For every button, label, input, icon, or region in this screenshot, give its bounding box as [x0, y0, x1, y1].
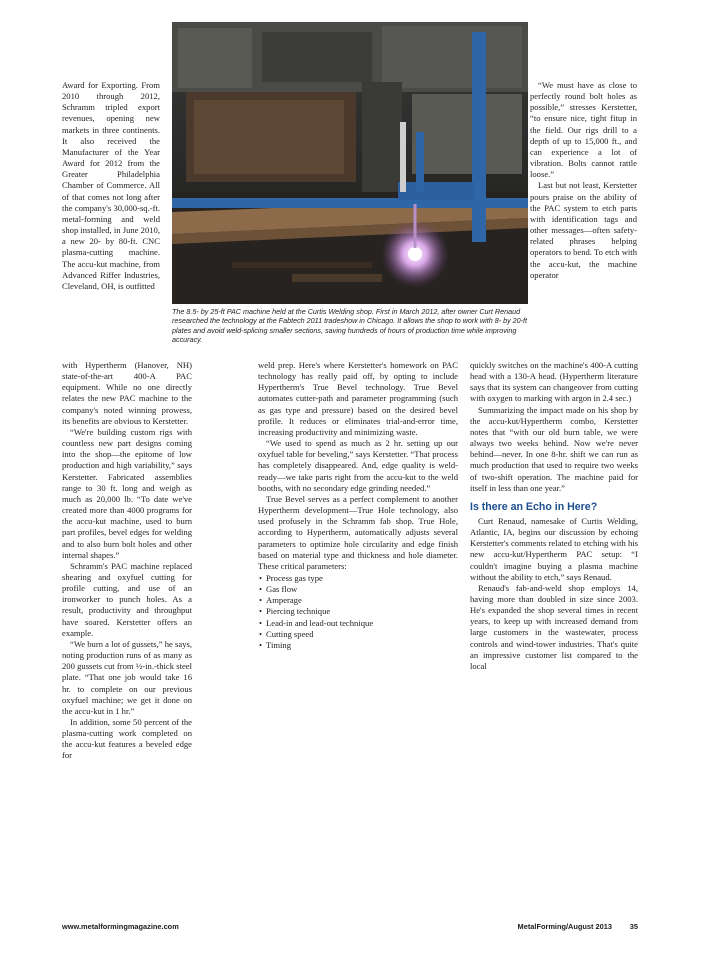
paragraph: Summarizing the impact made on his shop by the accu-kut/Hypertherm combo, Kerstetter notes that “with our old burn table, we were always two weeks behind. Now we're never behind—never. In one 8-hr. shift we can run as much production that used to require two weeks of two-shift operation. The machine paid for itself in less than one year.” [470, 404, 638, 493]
paragraph: Last but not least, Kerstetter pours praise on the ability of the PAC system to etch parts with identification tags and other messages—often safety-related phrases helping operators to bend. To etch with the accu-kut, the machine operator [530, 180, 637, 280]
website-url: www.metalformingmagazine.com [62, 922, 179, 931]
article-column-right-top [530, 80, 637, 281]
magazine-issue: MetalForming/August 2013 [517, 922, 612, 931]
plasma-cutting-photo [172, 22, 528, 304]
paragraph: with Hypertherm (Hanover, NH) state-of-the-art 400-A PAC equipment. While no one directly relates the new PAC machine to the company's noted winning prowess, its benefits are obvious to Kerstetter. [62, 360, 192, 426]
paragraph: Renaud's fab-and-weld shop employs 14, having more than doubled in size since 2003. He's expanded the shop several times in recent years, to keep up with increased demand from large customers in the wastewater, process controls and wind-tower industries. That's quite an impressive customer list compared to the local [470, 582, 638, 671]
article-column-left [62, 360, 192, 762]
photo-caption: The 8.5- by 25-ft PAC machine held at the Curtis Welding shop. First in March 2012, after owner Curt Renaud researched the technology at the Fabtech 2011 tradeshow in Chicago. It allows the shop to work with 8- by 20-ft plates and avoid weld-splicing smaller sections, saving hundreds of hours of production time while improving accuracy. [172, 307, 528, 345]
paragraph: Schramm's PAC machine replaced shearing and oxyfuel cutting for profile cutting, and use of an ironworker to punch holes. As a result, productivity and throughput have soared. Kerstetter offers an example. [62, 560, 192, 638]
article-column-middle [258, 360, 458, 651]
page-footer [62, 922, 638, 934]
paragraph: Award for Exporting. From 2010 through 2012, Schramm tripled export revenues, opening new markets in three continents. It also received the Manufacturer of the Year Award for 2012 from the Greater Philadelphia Chamber of Commerce. All of that comes not long after the company's 30,000-sq.-ft. metal-forming and weld shop installed, in June 2010, a new 20- by 80-ft. CNC plasma-cutting machine. The accu-kut machine, from Advanced Riffer Industries, Cleveland, OH, is outfitted [62, 80, 160, 291]
article-column-left-top [62, 80, 160, 292]
section-heading: Is there an Echo in Here? [470, 500, 598, 513]
list-item: • Gas flow [258, 584, 458, 595]
list-item: • Process gas type [258, 573, 458, 584]
parameter-list [258, 573, 458, 651]
article-photo [172, 22, 528, 304]
list-item: • Amperage [258, 595, 458, 606]
list-item: • Piercing technique [258, 606, 458, 617]
paragraph: “We're building custom rigs with countless new part designs coming into the shop—the epitome of low production and high variability,” says Kerstetter. Fabricated assemblies range to 30 ft. long and weigh as much as 20,000 lb. “To date we've created more than 4000 programs for the accu-kut machine, used to burn part profiles, bevel edges for welding and to also burn bolt holes and other internal shapes.” [62, 426, 192, 560]
paragraph: quickly switches on the machine's 400-A cutting head with a 130-A head. (Hypertherm literature says that its system can changeover from cutting with oxygen to marking with argon in 2.4 sec.) [470, 360, 638, 404]
paragraph: “We burn a lot of gussets,” he says, noting production runs of as many as 200 gussets cut from ½-in.-thick steel plate. “That one job would take 16 hr. to complete on our previous oxyfuel machine; we get it done on the accu-kut in 1 hr.” [62, 638, 192, 716]
list-item: • Cutting speed [258, 629, 458, 640]
page-number: 35 [629, 922, 638, 931]
list-item: • Timing [258, 640, 458, 651]
list-item: • Lead-in and lead-out technique [258, 618, 458, 629]
article-column-right [470, 360, 638, 672]
paragraph: True Bevel serves as a perfect complement to another Hypertherm development—True Hole technology, also used profusely in the Schramm fab shop. True Hole, according to Hypertherm, automatically adjusts several parameters to optimize hole circularity and edge finish based on material type and thickness and hole diameter. These critical parameters: [258, 493, 458, 571]
paragraph: “We used to spend as much as 2 hr. setting up our oxyfuel table for beveling,” says Kerstetter. “That process has completely disappeared. And, edge quality is weld-ready—we take parts right from the accu-kut to the weld booths, with no secondary edge grinding needed.” [258, 438, 458, 493]
paragraph: “We must have as close to perfectly round bolt holes as possible,” stresses Kerstetter, “to ensure nice, tight fitup in the field. Our rigs drill to a depth of up to 15,000 ft., and can experience a lot of vibration. Bolts cannot rattle loose.” [530, 80, 637, 180]
paragraph: Curt Renaud, namesake of Curtis Welding, Atlantic, IA, begins our discussion by echoing Kerstetter's comments related to etching with his new accu-kut/Hypertherm PAC setup: “I couldn't imagine buying a plasma machine without the ability to etch,” says Renaud. [470, 515, 638, 582]
paragraph: In addition, some 50 percent of the plasma-cutting work completed on the accu-kut features a beveled edge for [62, 717, 192, 761]
paragraph: weld prep. Here's where Kerstetter's homework on PAC technology has really paid off, by opting to include Hypertherm's True Bevel technology. True Bevel automates cutter-path and parameter programming (such as gas type and pressure) based on the desired bevel profile. It reduces or eliminates trial-and-error time, increasing productivity and minimizing waste. [258, 360, 458, 437]
